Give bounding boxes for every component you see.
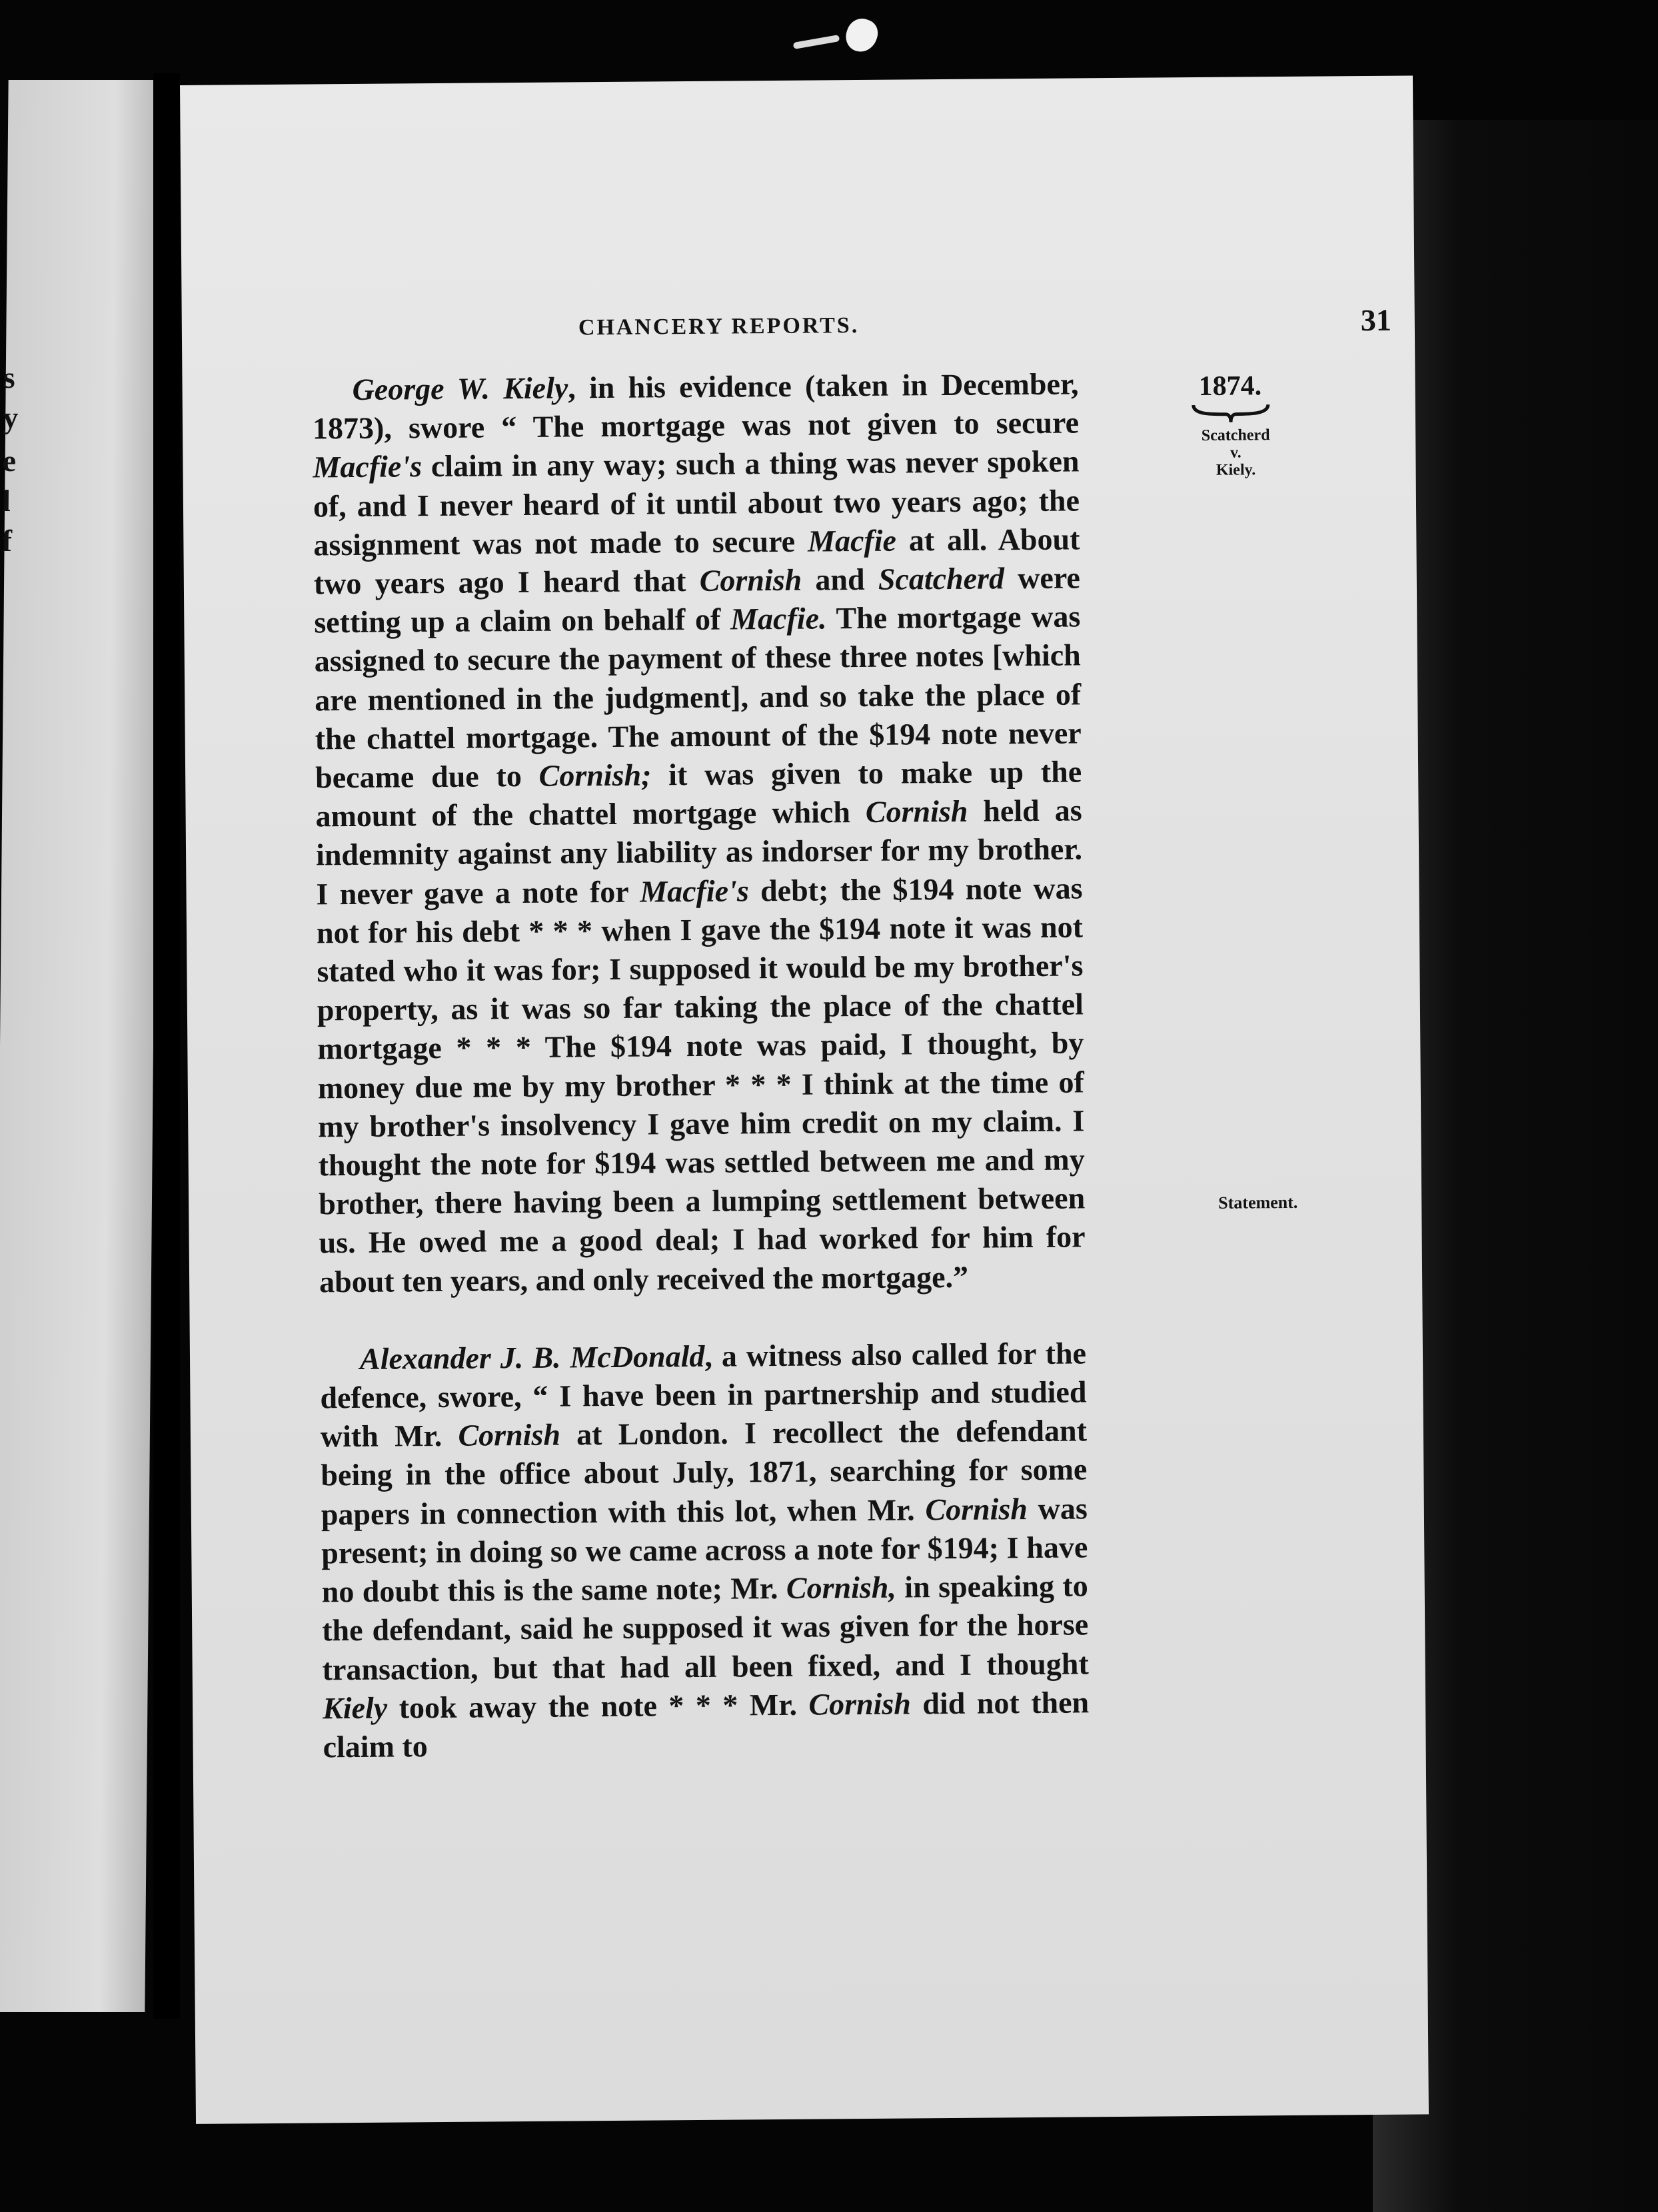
margin-statement-label: Statement.	[1218, 1192, 1298, 1213]
left-page-fragment: f	[1, 524, 13, 558]
case-versus: v.	[1230, 444, 1242, 462]
left-page-fragment: s	[3, 360, 15, 394]
page-number: 31	[1360, 302, 1392, 338]
left-page-fragment: l	[1, 484, 11, 518]
paragraph-kiely-evidence: George W. Kiely, in his evidence (taken in December, 1873), swore “ The mortgage was not given to secure Macfie's claim in any way; such a thing was never spoken of, and I never heard of it until about two years ago; the assignment was not made to secure Macfie at all. About two years ago I heard that Cornish and Scatcherd were setting up a claim on behalf of Macfie. The mortgage was assigned to secure the payment of these three notes [which are mentioned in the judgment], and so take the place of the chattel mortgage. The amount of the $194 note never became due to Cornish; it was given to make up the amount of the chattel mortgage which Cornish held as indemnity against any liability as indorser for my brother. I never gave a note for Macfie's debt; the $194 note was not for his debt * * * when I gave the $194 note it was not stated who it was for; I supposed it would be my brother's property, as it was so far taking the place of the chattel mortgage * * * The $194 note was paid, I thought, by money due me by my brother * * * I think at the time of my brother's insolvency I gave him credit on my claim. I thought the note for $194 was settled between me and my brother, there having been a lumping settlement between us. He owed me a good deal; I had worked for him for about ten years, and only received the mortgage.”	[312, 366, 1086, 1299]
page-header	[312, 302, 1392, 371]
left-page-fragment: e	[2, 444, 17, 478]
case-party-plaintiff: Scatcherd	[1201, 426, 1270, 444]
left-page-fragment: y	[3, 400, 19, 434]
book-page	[180, 75, 1429, 2123]
margin-case-name	[1192, 426, 1279, 479]
body-text	[312, 364, 1089, 1766]
adjacent-left-page	[0, 80, 162, 2012]
witness-name: Alexander J. B. McDonald	[359, 1339, 705, 1376]
brace-icon	[1191, 402, 1271, 425]
book-gutter	[153, 73, 180, 2019]
running-head: CHANCERY REPORTS.	[578, 313, 860, 340]
scan-blemish	[793, 35, 840, 49]
margin-year: 1874.	[1198, 370, 1262, 402]
scan-blemish	[842, 15, 882, 57]
paragraph-mcdonald-evidence: Alexander J. B. McDonald, a witness also called for the defence, swore, “ I have been in partnership and studied with Mr. Cornish at London. I recollect the defendant being in the office about July, 1871, searching for some papers in connection with this lot, when Mr. Cornish was present; in doing so we came across a note for $194; I have no doubt this is the same note; Mr. Cornish, in speaking to the defendant, said he supposed it was given for the horse transaction, but that had all been fixed, and I thought Kiely took away the note * * * Mr. Cornish did not then claim to	[320, 1336, 1090, 1764]
page-content	[312, 302, 1403, 1767]
case-party-defendant: Kiely.	[1216, 461, 1256, 479]
witness-name: George W. Kiely	[352, 370, 568, 406]
